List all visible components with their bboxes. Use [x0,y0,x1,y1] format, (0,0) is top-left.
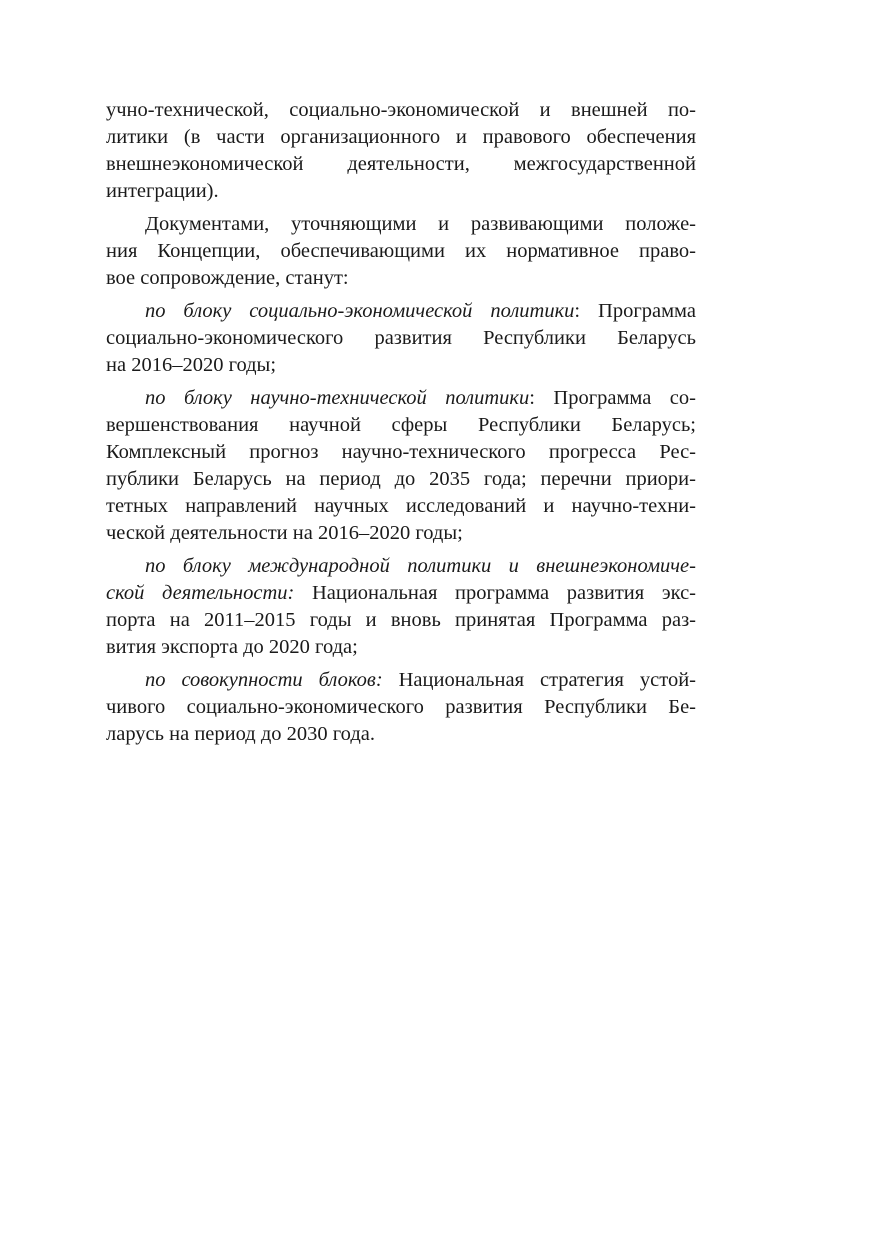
text-line [106,211,696,238]
italic-heading: по совокупности блоков: [145,669,383,691]
text-line [106,721,696,748]
text-line [106,265,696,292]
text-line-content: вития экспорта до 2020 года; [106,636,358,658]
text-line [106,520,696,547]
text-line-content: социально-экономического развития Республики Беларусь [106,327,696,349]
text-line [106,238,696,265]
text-line-content: Документами, уточняющими и развивающими положе- [145,213,696,235]
text-line-content: интеграции). [106,180,219,202]
paragraph-socio-economic-block [106,298,696,379]
text-line-content: Комплексный прогноз научно-технического прогресса Рес- [106,441,696,463]
text-line [106,412,696,439]
paragraph-documents-intro [106,211,696,292]
text-line [106,466,696,493]
paragraph-scientific-technical-block [106,385,696,547]
italic-heading: по блоку международной политики и внешнеэкономиче- [145,555,696,577]
text-line [106,352,696,379]
text-line-content: чивого социально-экономического развития Республики Бе- [106,696,696,718]
text-line [106,124,696,151]
text-line-content: вое сопровождение, станут: [106,267,349,289]
paragraph-all-blocks [106,667,696,748]
text-line [106,694,696,721]
text-line [106,151,696,178]
text-line-content: внешнеэкономической деятельности, межгосударственной [106,153,696,175]
text-line-content: ния Концепции, обеспечивающими их нормативное право- [106,240,696,262]
italic-heading: ской деятельности: [106,582,295,604]
document-body [106,97,696,748]
text-line [106,325,696,352]
text-line-content: литики (в части организационного и правового обеспечения [106,126,696,148]
text-line [106,298,696,325]
italic-heading: по блоку научно-технической политики [145,387,530,409]
text-line-content: Национальная стратегия устой- [382,669,696,691]
italic-heading: по блоку социально-экономической политики [145,300,575,322]
text-line-content: : Программа [574,300,696,322]
text-line [106,607,696,634]
text-line-content: порта на 2011–2015 годы и вновь принятая Программа раз- [106,609,696,631]
text-line [106,634,696,661]
text-line-content: учно-технической, социально-экономической и внешней по- [106,99,696,121]
text-line [106,178,696,205]
text-line-content: Национальная программа развития экс- [294,582,697,604]
text-line-content: публики Беларусь на период до 2035 года; перечни приори- [106,468,696,490]
text-line [106,385,696,412]
text-line [106,580,696,607]
text-line-content: тетных направлений научных исследований и научно-техни- [106,495,696,517]
text-line [106,97,696,124]
text-line-content: : Программа со- [529,387,696,409]
text-line [106,667,696,694]
text-line-content: на 2016–2020 годы; [106,354,277,376]
paragraph-international-block [106,553,696,661]
paragraph-policy-continuation [106,97,696,205]
text-line-content: ческой деятельности на 2016–2020 годы; [106,522,463,544]
text-line [106,439,696,466]
text-line [106,553,696,580]
text-line-content: ларусь на период до 2030 года. [106,723,375,745]
text-line-content: вершенствования научной сферы Республики Беларусь; [106,414,696,436]
text-line [106,493,696,520]
